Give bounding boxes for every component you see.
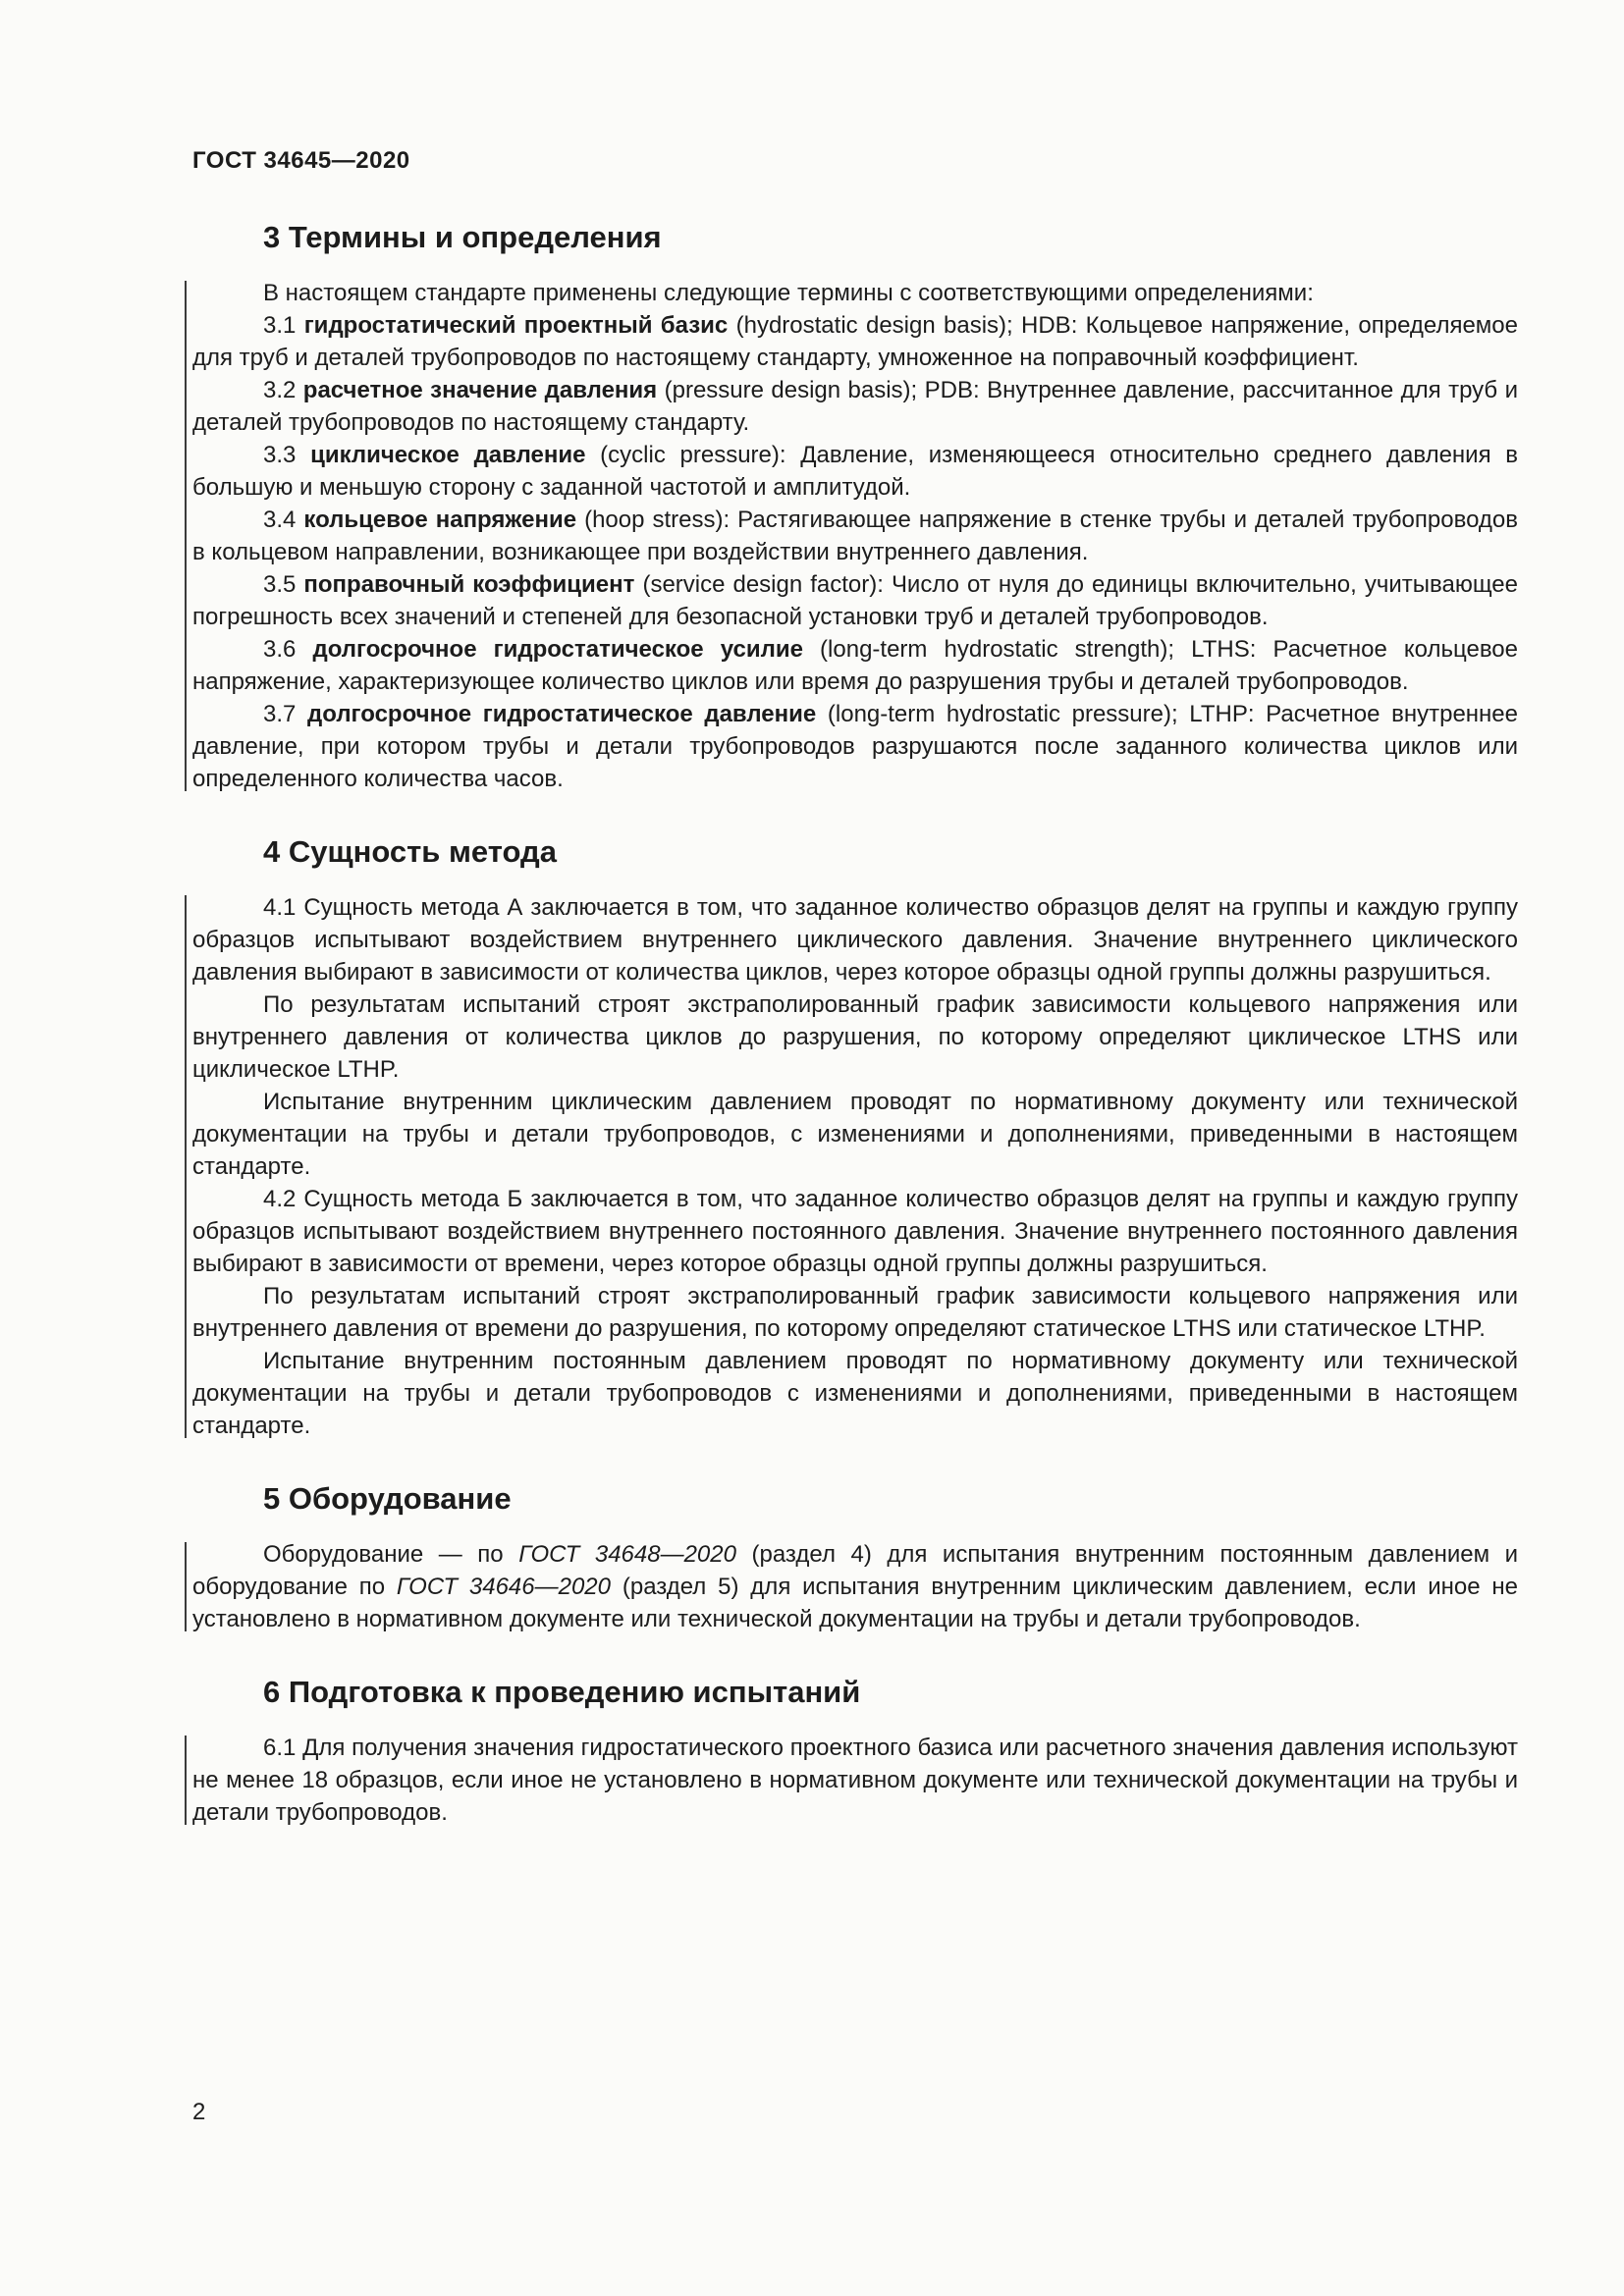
section-4-body: [192, 891, 1518, 1442]
term-name: расчетное значение давления: [302, 377, 658, 403]
section-3-intro: В настоящем стандарте применены следующие термины с соответствующими определениями:: [263, 280, 1314, 306]
term-number: 3.5: [263, 571, 304, 598]
change-bar: [185, 1542, 187, 1631]
section-3-body: [192, 277, 1518, 795]
section-3-title: 3 Термины и определения: [263, 220, 662, 254]
paragraph: Испытание внутренним постоянным давлением проводят по нормативному документу или технической документации на трубы и детали трубопроводов с изменениями и дополнениями, приведенными в настоящем стандарте.: [192, 1348, 1518, 1439]
section-6: [192, 1673, 1518, 1829]
term-definition: (long-term hydrostatic pressure); LTHP: Расчетное внутреннее давление, при котором трубы и детали трубопроводов разрушаются после заданного количества циклов или определенного количества часов.: [192, 701, 1519, 792]
section-5-title: 5 Оборудование: [263, 1481, 512, 1516]
section-6-body: [192, 1732, 1518, 1829]
change-bar: [185, 1735, 187, 1825]
term-name: долгосрочное гидростатическое давление: [307, 701, 817, 727]
term-number: 3.1: [263, 312, 304, 339]
paragraph: 4.2 Сущность метода Б заключается в том, что заданное количество образцов делят на группы и каждую группу образцов испытывают воздействием внутреннего постоянного давления. Значение внутреннего постоянного давления выбирают в зависимости от времени, через которое образцы одной группы должны разрушиться.: [192, 1186, 1518, 1277]
term-definition: (pressure design basis); PDB: Внутреннее давление, рассчитанное для труб и деталей трубопроводов по настоящему стандарту.: [192, 377, 1518, 436]
page-content: [192, 218, 1518, 1829]
document-designation: ГОСТ 34645—2020: [192, 147, 410, 174]
paragraph: 4.1 Сущность метода А заключается в том, что заданное количество образцов делят на группы и каждую группу образцов испытывают воздействием внутреннего циклического давления. Значение внутреннего циклического давления выбирают в зависимости от количества циклов, через которое образцы одной группы должны разрушиться.: [192, 894, 1518, 986]
term-name: поправочный коэффициент: [303, 571, 635, 598]
section-4: [192, 832, 1518, 1442]
term-number: 3.6: [263, 636, 313, 663]
term-3-4: [192, 504, 1518, 568]
term-name: кольцевое напряжение: [303, 507, 577, 533]
page-number: 2: [192, 2099, 206, 2125]
term-definition: (service design factor): Число от нуля до единицы включительно, учитывающее погрешность всех значений и степеней для безопасной установки труб и деталей трубопроводов.: [192, 571, 1518, 630]
term-number: 3.3: [263, 442, 311, 468]
term-definition: (hydrostatic design basis); HDB: Кольцевое напряжение, определяемое для труб и деталей трубопроводов по настоящему стандарту, умноженное на поправочный коэффициент.: [192, 312, 1518, 371]
section-4-title: 4 Сущность метода: [263, 834, 557, 869]
section-3: [192, 218, 1518, 795]
term-definition: (cyclic pressure): Давление, изменяющееся относительно среднего давления в большую и меньшую сторону с заданной частотой и амплитудой.: [192, 442, 1519, 501]
paragraph: По результатам испытаний строят экстраполированный график зависимости кольцевого напряжения или внутреннего давления от количества циклов до разрушения, по которому определяют циклическое LTHS или циклическое LTHP.: [192, 991, 1518, 1083]
term-name: циклическое давление: [310, 442, 586, 468]
term-number: 3.7: [263, 701, 308, 727]
section-5-body: [192, 1538, 1518, 1635]
change-bar: [185, 281, 187, 791]
text-run: (раздел 5) для испытания внутренним циклическим давлением, если иное не установлено в нормативном документе или технической документации на трубы и детали трубопроводов.: [192, 1574, 1519, 1632]
term-name: гидростатический проектный базис: [303, 312, 729, 339]
standard-reference: ГОСТ 34648—2020: [518, 1541, 736, 1568]
term-definition: (long-term hydrostatic strength); LTHS: Расчетное кольцевое напряжение, характеризующее количество циклов или время до разрушения трубы и деталей трубопроводов.: [192, 636, 1518, 695]
text-run: (раздел 4) для испытания внутренним постоянным давлением и оборудование по: [192, 1541, 1519, 1600]
term-3-1: [192, 309, 1518, 374]
paragraph: 6.1 Для получения значения гидростатического проектного базиса или расчетного значения давления используют не менее 18 образцов, если иное не установлено в нормативном документе или технической документации на трубы и детали трубопроводов.: [192, 1735, 1518, 1826]
section-5: [192, 1479, 1518, 1635]
term-3-7: [192, 698, 1518, 795]
term-name: долгосрочное гидростатическое усилие: [312, 636, 803, 663]
term-3-6: [192, 633, 1518, 698]
term-3-3: [192, 439, 1518, 504]
term-3-5: [192, 568, 1518, 633]
section-6-title: 6 Подготовка к проведению испытаний: [263, 1675, 861, 1709]
paragraph: Испытание внутренним циклическим давлением проводят по нормативному документу или технической документации на трубы и детали трубопроводов, с изменениями и дополнениями, приведенными в настоящем стандарте.: [192, 1089, 1518, 1180]
term-3-2: [192, 374, 1518, 439]
standard-reference: ГОСТ 34646—2020: [396, 1574, 612, 1600]
term-definition: (hoop stress): Растягивающее напряжение в стенке трубы и деталей трубопроводов в кольцевом направлении, возникающее при воздействии внутреннего давления.: [192, 507, 1518, 565]
paragraph: По результатам испытаний строят экстраполированный график зависимости кольцевого напряжения или внутреннего давления от времени до разрушения, по которому определяют статическое LTHS или статическое LTHP.: [192, 1283, 1518, 1342]
paragraph: [192, 1538, 1518, 1635]
term-number: 3.2: [263, 377, 303, 403]
change-bar: [185, 895, 187, 1438]
term-number: 3.4: [263, 507, 304, 533]
text-run: Оборудование — по: [263, 1541, 519, 1568]
